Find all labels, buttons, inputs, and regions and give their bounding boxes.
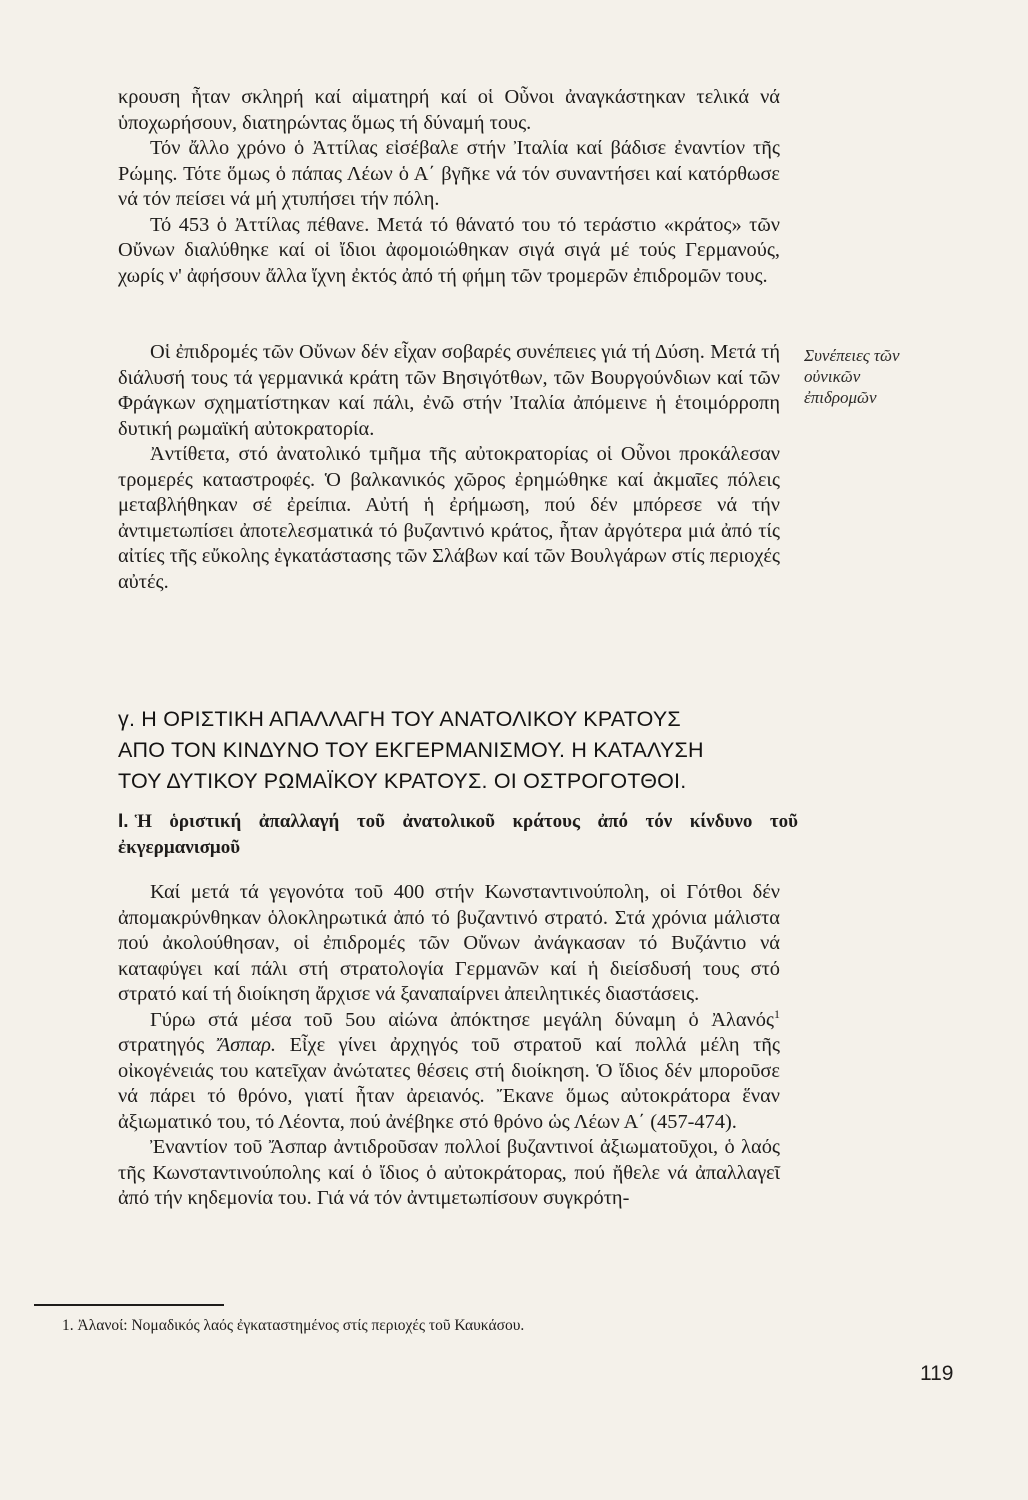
margin-note-line: Συνέπειες τῶν xyxy=(804,346,900,365)
paragraph-part: Γύρω στά μέσα τοῦ 5ου αἰώνα ἀπόκτησε μεγάλη δύναμη ὁ Ἀλανός xyxy=(150,1008,774,1031)
paragraph: Τό 453 ὁ Ἀττίλας πέθανε. Μετά τό θάνατό του τό τεράστιο «κράτος» τῶν Οὔνων διαλύθηκε καί οἱ ἴδιοι ἀφομοιώθηκαν σιγά σιγά μέ τούς Γερμανούς, χωρίς ν' ἀφήσουν ἄλλα ἴχνη ἐκτός ἀπό τή φήμη τῶν τρομερῶν ἐπιδρομῶν τους. xyxy=(118,213,780,287)
paragraph: Ἀντίθετα, στό ἀνατολικό τμῆμα τῆς αὐτοκρατορίας οἱ Οὖνοι προκάλεσαν τρομερές καταστροφές. Ὁ βαλκανικός χῶρος ἐρημώθηκε καί ἀκμαῖες πόλεις μεταβλήθηκαν σέ ἐρείπια. Αὐτή ἡ ἐρήμωση, πού δέν μπόρεσε νά τήν ἀντιμετωπίσει ἀποτελεσματικά τό βυζαντινό κράτος, ἦταν ἀργότερα μιά ἀπό τίς αἰτίες τῆς εὔκολης ἐγκατάστασης τῶν Σλάβων καί τῶν Βουλγάρων στίς περιοχές αὐτές. xyxy=(118,443,780,593)
section-heading-line: γ. Η ΟΡΙΣΤΙΚΗ ΑΠΑΛΛΑΓΗ ΤΟΥ ΑΝΑΤΟΛΙΚΟΥ ΚΡΑΤΟΥΣ xyxy=(118,707,681,731)
paragraph: Οἱ ἐπιδρομές τῶν Οὔνων δέν εἶχαν σοβαρές συνέπειες γιά τή Δύση. Μετά τή διάλυσή τους τά γερμανικά κράτη τῶν Βησιγότθων, τῶν Βουργούνδιων καί τῶν Φράγκων σχηματίστηκαν καί πάλι, ἐνῶ στήν Ἰταλία ἀπόμεινε ἡ ἑτοιμόρροπη δυτική ρωμαϊκή αὐτοκρατορία. xyxy=(118,341,780,440)
text-block-top xyxy=(118,85,780,289)
text-block-consequences xyxy=(118,340,780,595)
section-heading-line: ΑΠΟ ΤΟΝ ΚΙΝΔΥΝΟ ΤΟΥ ΕΚΓΕΡΜΑΝΙΣΜΟΥ. Η ΚΑΤΑΛΥΣΗ xyxy=(118,738,704,762)
section-heading-line: ΤΟΥ ΔΥΤΙΚΟΥ ΡΩΜΑΪΚΟΥ ΚΡΑΤΟΥΣ. ΟΙ ΟΣΤΡΟΓΟΤΘΟΙ. xyxy=(118,769,687,793)
paragraph: Τόν ἄλλο χρόνο ὁ Ἀττίλας εἰσέβαλε στήν Ἰταλία καί βάδισε ἐναντίον τῆς Ρώμης. Τότε ὅμως ὁ πάπας Λέων ὁ Α΄ βγῆκε νά τόν συναντήσει καί κατόρθωσε νά τόν πείσει νά μή χτυπήσει τήν πόλη. xyxy=(118,137,780,210)
footnote-marker: 1 xyxy=(774,1006,780,1021)
paragraph: κρουση ἦταν σκληρή καί αἱματηρή καί οἱ Οὖνοι ἀναγκάστηκαν τελικά νά ὑποχωρήσουν, διατηρώντας ὅμως τή δύναμή τους. xyxy=(118,86,780,134)
footnote: 1. Ἀλανοί: Νομαδικός λαός ἐγκαταστημένος στίς περιοχές τοῦ Καυκάσου. xyxy=(62,1317,525,1334)
section-heading xyxy=(118,704,798,797)
margin-note-line: ἐπιδρομῶν xyxy=(804,388,877,407)
sub-heading xyxy=(118,809,798,861)
person-name: Ἄσπαρ. xyxy=(217,1034,277,1056)
text-block-section xyxy=(118,880,780,1212)
sub-heading-text: Ἡ ὁριστική ἀπαλλαγή τοῦ ἀνατολικοῦ κράτους ἀπό τόν κίνδυνο τοῦ ἐκγερμανισμοῦ xyxy=(118,811,798,858)
paragraph-part: Εἶχε γίνει ἀρχηγός τοῦ στρατοῦ καί πολλά μέλη τῆς οἰκογένειάς του κατεῖχαν ἀνώτατες θέσεις στή διοίκηση. Ὁ ἴδιος δέν μποροῦσε νά πάρει τό θρόνο, γιατί ἦταν ἀρειανός. Ἔκανε ὅμως αὐτοκράτορα ἕναν ἀξιωματικό του, τό Λέοντα, πού ἀνέβηκε στό θρόνο ὡς Λέων Α΄ (457-474). xyxy=(118,1034,781,1133)
paragraph xyxy=(118,1008,780,1136)
paragraph: Καί μετά τά γεγονότα τοῦ 400 στήν Κωνσταντινούπολη, οἱ Γότθοι δέν ἀπομακρύνθηκαν ὁλοκληρωτικά ἀπό τό βυζαντινό στρατό. Στά χρόνια μάλιστα πού ἀκολούθησαν, οἱ ἐπιδρομές τῶν Οὔνων ἀνάγκασαν τό Βυζάντιο νά καταφύγει καί πάλι στή στρατολογία Γερμανῶν καί ἡ διείσδυσή τους στό στρατό καί τή διοίκηση ἄρχισε νά ξαναπαίρνει ἀπειλητικές διαστάσεις. xyxy=(118,881,780,1005)
margin-note xyxy=(804,345,944,408)
footnote-divider xyxy=(34,1304,224,1306)
paragraph-part: στρατηγός xyxy=(118,1034,218,1056)
page-number: 119 xyxy=(920,1362,954,1385)
paragraph: Ἐναντίον τοῦ Ἄσπαρ ἀντιδροῦσαν πολλοί βυζαντινοί ἀξιωματοῦχοι, ὁ λαός τῆς Κωνσταντινούπολης καί ὁ ἴδιος ὁ αὐτοκράτορας, πού ἤθελε νά ἀπαλλαγεῖ ἀπό τήν κηδεμονία του. Γιά νά τόν ἀντιμετωπίσουν συγκρότη- xyxy=(118,1136,780,1209)
sub-heading-number: I. xyxy=(118,811,129,832)
margin-note-line: οὐνικῶν xyxy=(804,367,861,386)
